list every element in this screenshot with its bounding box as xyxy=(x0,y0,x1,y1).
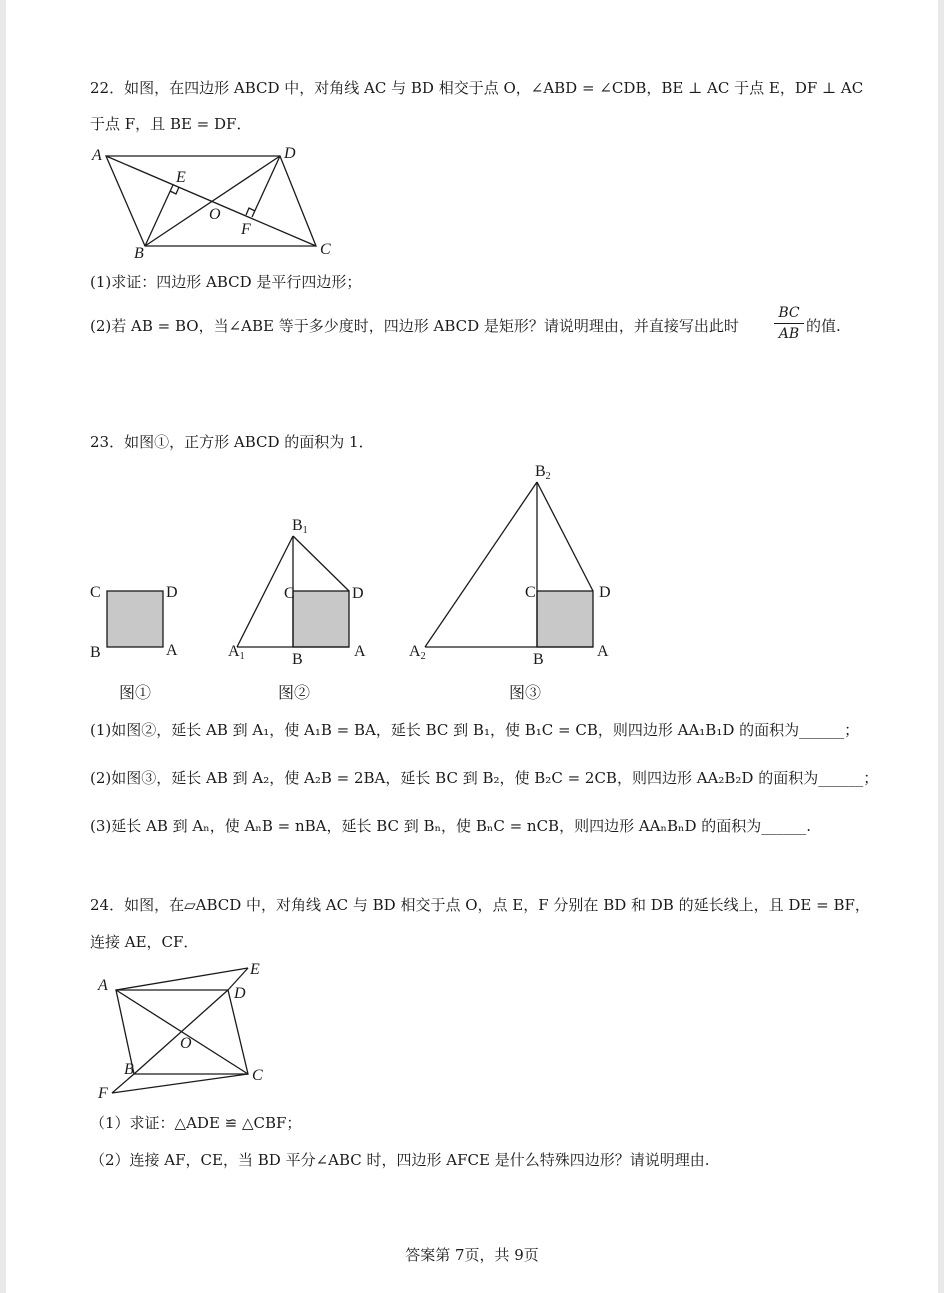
q22-point-F: F xyxy=(241,221,251,238)
q24-point-E: E xyxy=(250,961,260,978)
q23-part2: (2)如图③，延长 AB 到 A₂，使 A₂B = 2BA，延长 BC 到 B₂，使 B₂C = 2CB，则四边形 AA₂B₂D 的面积为______； xyxy=(90,769,879,787)
fig1-point-C: C xyxy=(90,584,101,601)
q24-point-C: C xyxy=(252,1067,263,1084)
q23-part3: (3)延长 AB 到 Aₙ，使 AₙB = nBA，延长 BC 到 Bₙ，使 BₙC = nCB，则四边形 AAₙBₙD 的面积为______. xyxy=(90,817,812,835)
q24-point-D: D xyxy=(234,985,246,1002)
fraction-bar xyxy=(774,323,804,324)
q23-figure-3 xyxy=(401,458,626,673)
q22-part1: (1)求证：四边形 ABCD 是平行四边形； xyxy=(90,273,362,291)
fig3-point-D: D xyxy=(599,584,611,601)
q22-point-C: C xyxy=(320,241,331,258)
page-footer: 答案第 7页，共 9页 xyxy=(405,1246,539,1264)
fig1-point-D: D xyxy=(166,584,178,601)
q22-part2-pre: (2)若 AB = BO，当∠ABE 等于多少度时，四边形 ABCD 是矩形？请说明理由，并直接写出此时 xyxy=(90,317,739,335)
exam-page xyxy=(6,0,938,1293)
q22-fraction-denominator: AB xyxy=(778,326,800,342)
q24-part2: （2）连接 AF，CE，当 BD 平分∠ABC 时，四边形 AFCE 是什么特殊四边形？请说明理由. xyxy=(90,1151,710,1169)
q24-line1: 24．如图，在▱ABCD 中，对角线 AC 与 BD 相交于点 O，点 E，F 分别在 BD 和 DB 的延长线上，且 DE = BF， xyxy=(90,896,870,914)
q24-figure xyxy=(88,958,278,1103)
q23-fig1-caption: 图① xyxy=(119,683,152,702)
q22-figure xyxy=(86,140,346,265)
fig2-point-B: B xyxy=(292,651,303,668)
q22-part2-post: 的值. xyxy=(806,317,841,335)
fig3-point-C: C xyxy=(525,584,536,601)
fig1-point-A: A xyxy=(166,642,178,659)
fig2-point-B1: B1 xyxy=(292,517,308,536)
q22-fraction-numerator: BC xyxy=(778,305,800,321)
q22-point-A: A xyxy=(92,147,102,164)
q24-part1: （1）求证：△ADE ≌ △CBF； xyxy=(90,1114,302,1132)
q22-point-E: E xyxy=(176,169,186,186)
fig3-point-B2: B2 xyxy=(535,463,551,482)
q22-line1: 22．如图，在四边形 ABCD 中，对角线 AC 与 BD 相交于点 O，∠ABD = ∠CDB，BE ⊥ AC 于点 E，DF ⊥ AC xyxy=(90,79,864,97)
q22-point-D: D xyxy=(284,145,296,162)
fig3-point-A: A xyxy=(597,643,609,660)
fig2-point-A: A xyxy=(354,643,366,660)
fig2-point-A1: A1 xyxy=(228,643,245,662)
q22-point-O: O xyxy=(209,206,221,223)
q23-fig2-caption: 图② xyxy=(278,683,311,702)
q23-figure-2 xyxy=(220,512,380,672)
q24-line2: 连接 AE，CF． xyxy=(90,933,199,951)
q22-fraction xyxy=(774,304,804,343)
q22-point-B: B xyxy=(134,245,144,262)
q23-figure-1 xyxy=(88,575,188,665)
q24-point-B: B xyxy=(124,1061,134,1078)
fig2-point-C: C xyxy=(284,585,295,602)
q23-fig3-caption: 图③ xyxy=(509,683,542,702)
q23-line1: 23．如图①，正方形 ABCD 的面积为 1． xyxy=(90,433,374,451)
q24-point-O: O xyxy=(180,1035,192,1052)
q22-line2: 于点 F，且 BE = DF． xyxy=(90,115,252,133)
fig1-point-B: B xyxy=(90,644,101,661)
fig3-point-B: B xyxy=(533,651,544,668)
fig3-point-A2: A2 xyxy=(409,643,426,662)
q23-part1: (1)如图②，延长 AB 到 A₁，使 A₁B = BA，延长 BC 到 B₁，使 B₁C = CB，则四边形 AA₁B₁D 的面积为______； xyxy=(90,721,860,739)
q24-point-F: F xyxy=(98,1085,108,1102)
fig2-point-D: D xyxy=(352,585,364,602)
q24-point-A: A xyxy=(98,977,108,994)
